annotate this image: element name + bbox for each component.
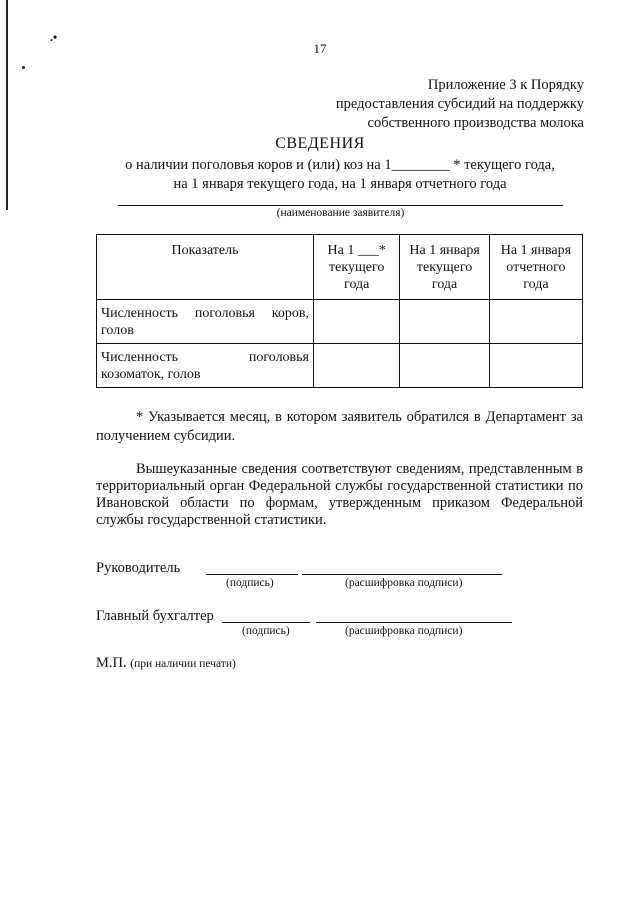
appendix-header	[336, 76, 584, 133]
scan-dot	[22, 66, 25, 69]
header-col-3: На 1 января отчетного года	[489, 235, 582, 300]
page-number: 17	[313, 41, 327, 56]
table-row	[97, 344, 583, 388]
header-col-1: На 1 ___* текущего года	[314, 235, 400, 300]
applicant-name-line	[118, 205, 563, 206]
row-label-last: козоматок, голов	[101, 367, 201, 382]
appendix-line-1: Приложение 3 к Порядку	[427, 77, 584, 93]
accountant-signature-caption: (подпись)	[242, 625, 290, 637]
document-title: СВЕДЕНИЯ	[275, 135, 365, 152]
accountant-signature-line	[222, 622, 310, 623]
subtitle-line-2: на 1 января текущего года, на 1 января отчетного года	[173, 176, 507, 192]
scan-mark: .•	[50, 30, 58, 44]
table-cell	[400, 344, 489, 388]
head-decoding-line	[302, 574, 502, 575]
header-indicator: Показатель	[97, 235, 314, 300]
subtitle-line-1: о наличии поголовья коров и (или) коз на 1________ * текущего года,	[125, 157, 555, 173]
table-row	[97, 300, 583, 344]
table-header-row	[97, 235, 583, 300]
applicant-caption: (наименование заявителя)	[276, 207, 405, 219]
table-cell	[489, 344, 582, 388]
header-col-2: На 1 января текущего года	[400, 235, 489, 300]
row-label-main: Численность поголовья	[101, 350, 309, 365]
table-cell	[489, 300, 582, 344]
row-label-goats	[97, 344, 314, 388]
footnote: * Указывается месяц, в котором заявитель обратился в Департамент за получением субсидии.	[96, 409, 583, 444]
row-label-last: голов	[101, 323, 134, 338]
document-subtitle	[0, 156, 640, 194]
row-label-cows	[97, 300, 314, 344]
stamp-note: (при наличии печати)	[130, 658, 236, 670]
statement-paragraph: Вышеуказанные сведения соответствуют сведениям, представленным в территориальный орган Федеральной службы государственной статистики по Ивановской области по формам, утвержденным приказом Федеральной службы государственной статистики.	[96, 461, 583, 528]
head-label: Руководитель	[96, 560, 181, 576]
stamp-place	[96, 655, 236, 672]
head-signature-caption: (подпись)	[226, 577, 274, 589]
table-cell	[314, 300, 400, 344]
row-label-main: Численность поголовья коров,	[101, 306, 309, 321]
table-cell	[314, 344, 400, 388]
accountant-label: Главный бухгалтер	[96, 608, 214, 624]
head-signature-line	[206, 574, 298, 575]
head-decoding-caption: (расшифровка подписи)	[345, 577, 463, 589]
table-cell	[400, 300, 489, 344]
appendix-line-2: предоставления субсидий на поддержку	[335, 96, 584, 112]
appendix-line-3: собственного производства молока	[367, 115, 584, 131]
stamp-label: М.П.	[96, 655, 127, 671]
livestock-table	[96, 234, 583, 388]
accountant-decoding-caption: (расшифровка подписи)	[345, 625, 463, 637]
accountant-decoding-line	[316, 622, 512, 623]
